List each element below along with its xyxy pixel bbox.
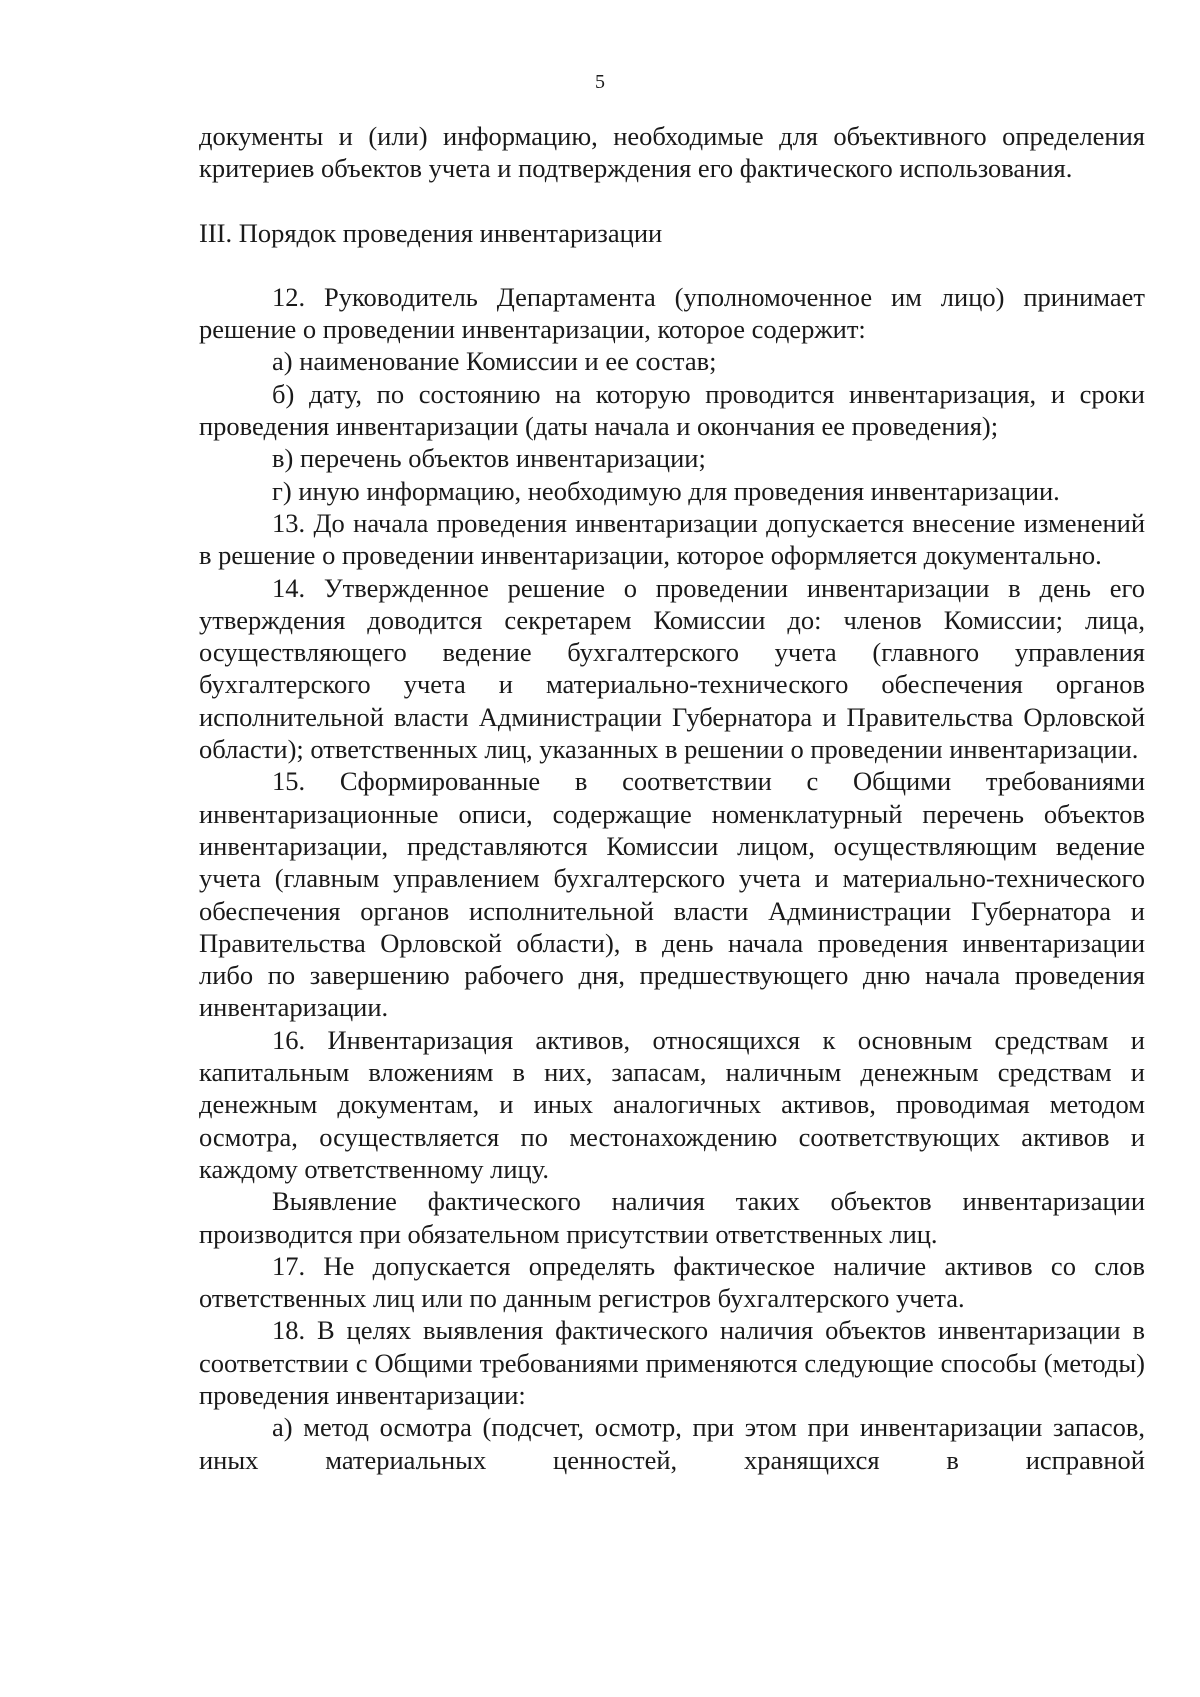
document-body [199,120,1145,1476]
paragraph-12g: г) иную информацию, необходимую для проведения инвентаризации. [272,475,1060,506]
paragraph-14: 14. Утвержденное решение о проведении инвентаризации в день его утверждения доводится секретарем Комиссии до: членов Комиссии; лица, осуществляющего ведение бухгалтерского учета (главного управления бухгалтерского учета и материально-технического обеспечения органов исполнительной власти Администрации Губернатора и Правительства Орловской области); ответственных лиц, указанных в решении о проведении инвентаризации. [199,572,1145,765]
page-number: 5 [595,71,605,93]
paragraph-12v: в) перечень объектов инвентаризации; [272,443,706,474]
paragraph-12: 12. Руководитель Департамента (уполномоченное им лицо) принимает решение о проведении инвентаризации, которое содержит: [199,281,1145,345]
paragraph-18: 18. В целях выявления фактического наличия объектов инвентаризации в соответствии с Общими требованиями применяются следующие способы (методы) проведения инвентаризации: [199,1315,1145,1410]
section-heading: III. Порядок проведения инвентаризации [199,217,663,248]
paragraph-18a: а) метод осмотра (подсчет, осмотр, при этом при инвентаризации запасов, иных материальных ценностей, хранящихся в исправной [199,1412,1145,1475]
paragraph-16-continued: Выявление фактического наличия таких объектов инвентаризации производится при обязательном присутствии ответственных лиц. [199,1186,1145,1249]
paragraph-17: 17. Не допускается определять фактическое наличие активов со слов ответственных лиц или по данным регистров бухгалтерского учета. [199,1250,1145,1314]
intro-paragraph: документы и (или) информацию, необходимые для объективного определения критериев объектов учета и подтверждения его фактического использования. [199,121,1145,184]
paragraph-15: 15. Сформированные в соответствии с Общими требованиями инвентаризационные описи, содержащие номенклатурный перечень объектов инвентаризации, представляются Комиссии лицом, осуществляющим ведение учета (главным управлением бухгалтерского учета и материально-технического обеспечения органов исполнительной власти Администрации Губернатора и Правительства Орловской области), в день начала проведения инвентаризации либо по завершению рабочего дня, предшествующего дню начала проведения инвентаризации. [199,766,1145,1023]
paragraph-12a: а) наименование Комиссии и ее состав; [272,346,717,377]
paragraph-13: 13. До начала проведения инвентаризации допускается внесение изменений в решение о проведении инвентаризации, которое оформляется документально. [199,507,1145,571]
paragraph-16: 16. Инвентаризация активов, относящихся к основным средствам и капитальным вложениям в них, запасам, наличным денежным средствам и денежным документам, и иных аналогичных активов, проводимая методом осмотра, осуществляется по местонахождению соответствующих активов и каждому ответственному лицу. [199,1024,1145,1184]
paragraph-12b: б) дату, по состоянию на которую проводится инвентаризация, и сроки проведения инвентаризации (даты начала и окончания ее проведения); [199,378,1145,442]
